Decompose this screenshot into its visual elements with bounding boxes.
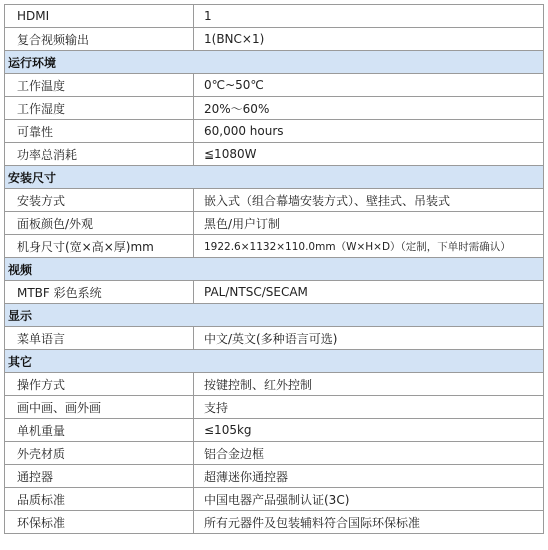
spec-label: 菜单语言: [5, 327, 194, 350]
section-header-row: [5, 51, 544, 74]
section-title: 安装尺寸: [5, 166, 544, 189]
spec-row: [5, 419, 544, 442]
spec-label: 单机重量: [5, 419, 194, 442]
spec-label: 工作湿度: [5, 97, 194, 120]
spec-row: [5, 212, 544, 235]
spec-label: 机身尺寸(宽×高×厚)mm: [5, 235, 194, 258]
spec-label: 复合视频输出: [5, 28, 194, 51]
spec-row: [5, 143, 544, 166]
spec-row: [5, 28, 544, 51]
spec-value: 支持: [194, 396, 544, 419]
spec-row: [5, 120, 544, 143]
spec-value: 60,000 hours: [194, 120, 544, 143]
spec-label: 面板颜色/外观: [5, 212, 194, 235]
spec-label: 品质标准: [5, 488, 194, 511]
spec-label: 工作温度: [5, 74, 194, 97]
spec-label: 功率总消耗: [5, 143, 194, 166]
spec-row: [5, 281, 544, 304]
spec-row: [5, 5, 544, 28]
section-title: 运行环境: [5, 51, 544, 74]
spec-value: 所有元器件及包装辅料符合国际环保标准: [194, 511, 544, 534]
spec-table: [4, 4, 544, 534]
spec-row: [5, 235, 544, 258]
spec-value: 铝合金边框: [194, 442, 544, 465]
section-header-row: [5, 350, 544, 373]
spec-label: 可靠性: [5, 120, 194, 143]
section-title: 显示: [5, 304, 544, 327]
section-header-row: [5, 258, 544, 281]
spec-row: [5, 97, 544, 120]
spec-label: 通控器: [5, 465, 194, 488]
spec-label: 外壳材质: [5, 442, 194, 465]
spec-label: 安装方式: [5, 189, 194, 212]
spec-value: 超薄迷你通控器: [194, 465, 544, 488]
section-title: 其它: [5, 350, 544, 373]
spec-value: 中文/英文(多种语言可选): [194, 327, 544, 350]
spec-row: [5, 511, 544, 534]
spec-row: [5, 373, 544, 396]
section-header-row: [5, 304, 544, 327]
spec-label: HDMI: [5, 5, 194, 28]
spec-value: PAL/NTSC/SECAM: [194, 281, 544, 304]
spec-value: 1(BNC×1): [194, 28, 544, 51]
spec-row: [5, 488, 544, 511]
section-header-row: [5, 166, 544, 189]
spec-value: ≦1080W: [194, 143, 544, 166]
spec-value: ≤105kg: [194, 419, 544, 442]
spec-row: [5, 189, 544, 212]
spec-row: [5, 74, 544, 97]
spec-row: [5, 465, 544, 488]
spec-value: 1922.6×1132×110.0mm（W×H×D）（定制，下单时需确认）: [194, 235, 544, 258]
section-title: 视频: [5, 258, 544, 281]
spec-label: 操作方式: [5, 373, 194, 396]
spec-row: [5, 442, 544, 465]
spec-row: [5, 396, 544, 419]
spec-value: 嵌入式（组合幕墙安装方式）、壁挂式、吊装式: [194, 189, 544, 212]
spec-value: 黑色/用户订制: [194, 212, 544, 235]
spec-label: MTBF 彩色系统: [5, 281, 194, 304]
spec-value: 1: [194, 5, 544, 28]
spec-label: 环保标准: [5, 511, 194, 534]
spec-value: 0℃~50℃: [194, 74, 544, 97]
spec-row: [5, 327, 544, 350]
spec-value: 20%～60%: [194, 97, 544, 120]
spec-label: 画中画、画外画: [5, 396, 194, 419]
spec-value: 中国电器产品强制认证(3C): [194, 488, 544, 511]
spec-value: 按键控制、红外控制: [194, 373, 544, 396]
spec-table-body: [5, 5, 544, 534]
